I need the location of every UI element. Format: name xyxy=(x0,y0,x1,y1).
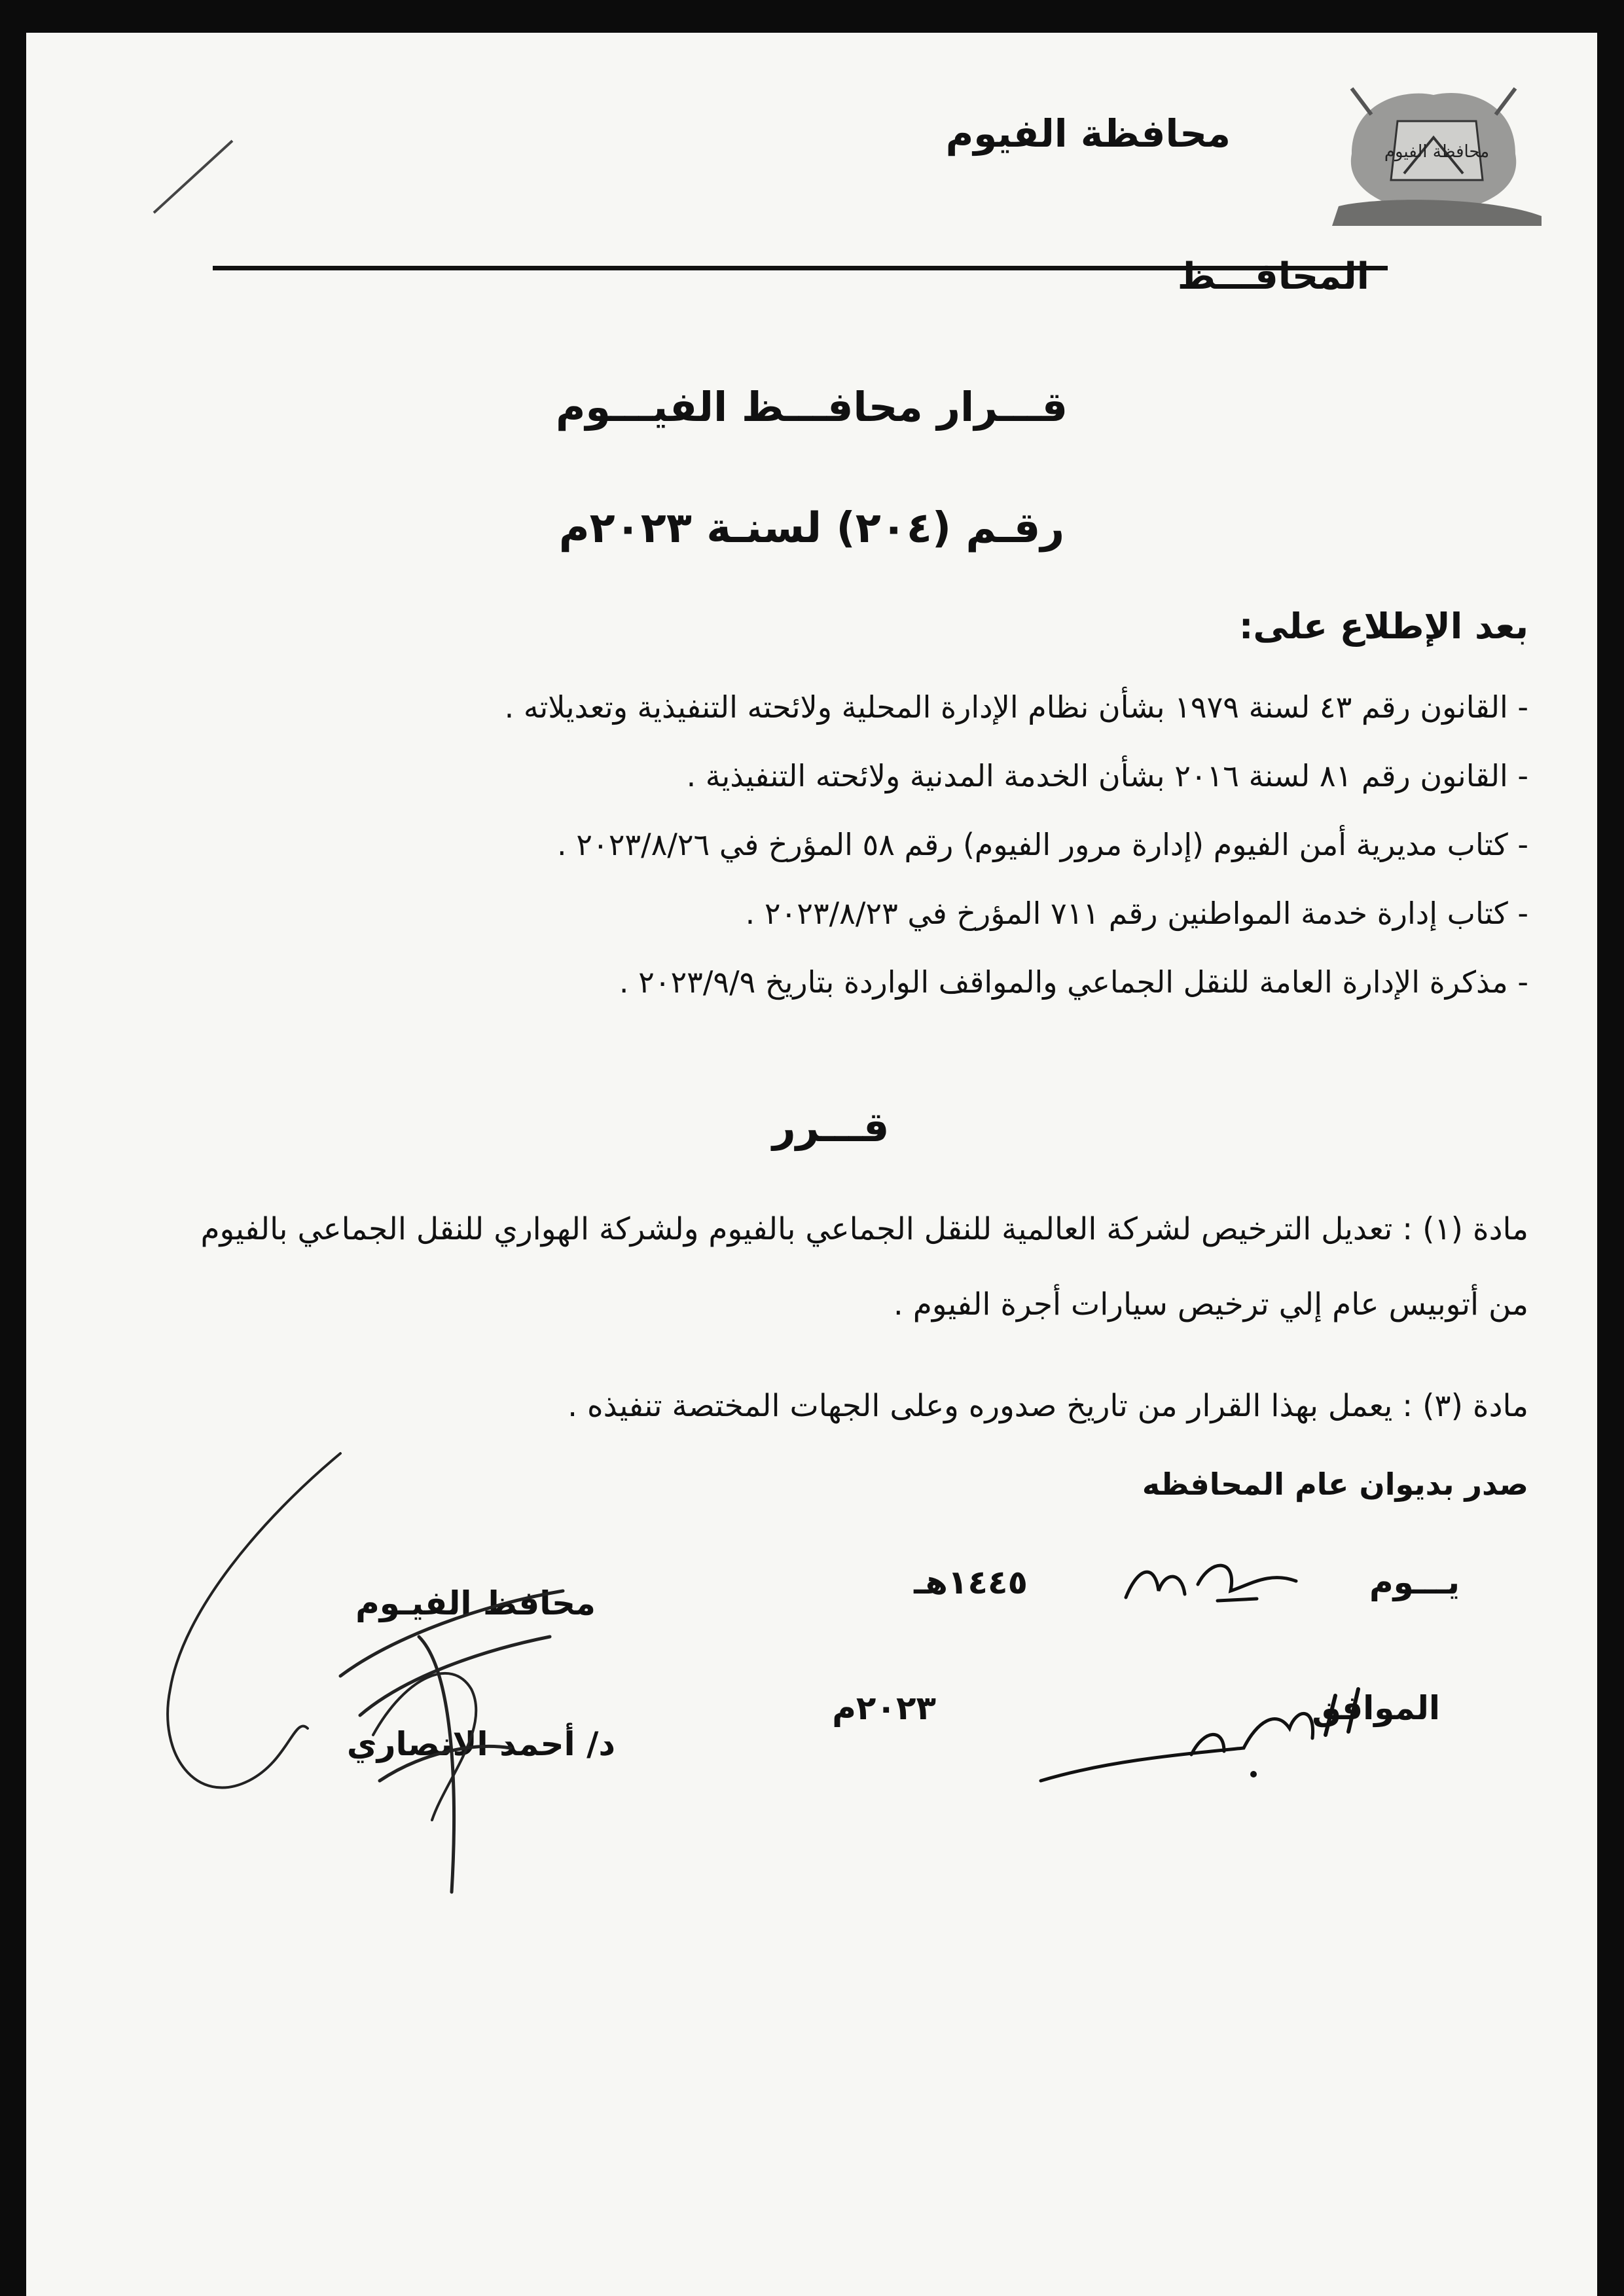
preamble-heading: بعد الإطلاع على: xyxy=(1238,606,1528,647)
hijri-year: ١٤٤٥هـ xyxy=(914,1563,1028,1601)
issued-at: صدر بديوان عام المحافظه xyxy=(1142,1467,1528,1502)
gregorian-year: ٢٠٢٣م xyxy=(832,1689,936,1727)
reference-item: - القانون رقم ٤٣ لسنة ١٩٧٩ بشأن نظام الإدارة المحلية ولائحته التنفيذية وتعديلاته . xyxy=(504,689,1528,725)
reference-item: - كتاب إدارة خدمة المواطنين رقم ٧١١ المؤرخ في ٢٠٢٣/٨/٢٣ . xyxy=(745,896,1528,931)
governor-signature xyxy=(144,1440,641,1899)
governorate-name: محافظة الفيوم xyxy=(945,111,1231,156)
pen-mark xyxy=(151,137,236,216)
corresponding-label: الموافق xyxy=(1312,1689,1440,1727)
reference-item: - القانون رقم ٨١ لسنة ٢٠١٦ بشأن الخدمة المدنية ولائحته التنفيذية . xyxy=(686,758,1528,793)
office-label: المحافـــظ xyxy=(1177,255,1369,298)
handwritten-hijri-date xyxy=(1119,1545,1303,1617)
scan-edge-top xyxy=(0,0,1624,33)
signatory-title: محافظ الفيـوم xyxy=(355,1584,596,1622)
scan-edge-left xyxy=(0,0,26,2296)
reference-list xyxy=(180,673,1528,1017)
governorate-emblem xyxy=(1326,75,1542,226)
article-3: مادة (٣) : يعمل بهذا القرار من تاريخ صدوره وعلى الجهات المختصة تنفيذه . xyxy=(568,1388,1528,1424)
document-page xyxy=(26,33,1597,2296)
decision-heading: قـــرر xyxy=(772,1103,890,1151)
signatory-name: د/ أحمد الانصاري xyxy=(346,1725,615,1763)
decree-title: قـــرار محافـــظ الفيـــوم xyxy=(555,383,1068,431)
reference-item: - مذكرة الإدارة العامة للنقل الجماعي والمواقف الواردة بتاريخ ٢٠٢٣/٩/٩ . xyxy=(619,964,1528,1000)
scan-edge-right xyxy=(1597,0,1624,2296)
reference-item: - كتاب مديرية أمن الفيوم (إدارة مرور الفيوم) رقم ٥٨ المؤرخ في ٢٠٢٣/٨/٢٦ . xyxy=(557,827,1528,862)
handwritten-gregorian-date xyxy=(1028,1669,1394,1794)
decree-number: رقـم (٢٠٤) لسنـة ٢٠٢٣م xyxy=(558,504,1065,553)
emblem-lettering: محافظة الفيوم xyxy=(1384,142,1490,162)
day-label: يـــوم xyxy=(1369,1563,1460,1601)
article-1: مادة (١) : تعديل الترخيص لشركة العالمية للنقل الجماعي بالفيوم ولشركة الهواري للنقل الجماعي بالفيوم من أتوبيس عام إلي ترخيص سيارات أجرة الفيوم . xyxy=(200,1211,1528,1322)
